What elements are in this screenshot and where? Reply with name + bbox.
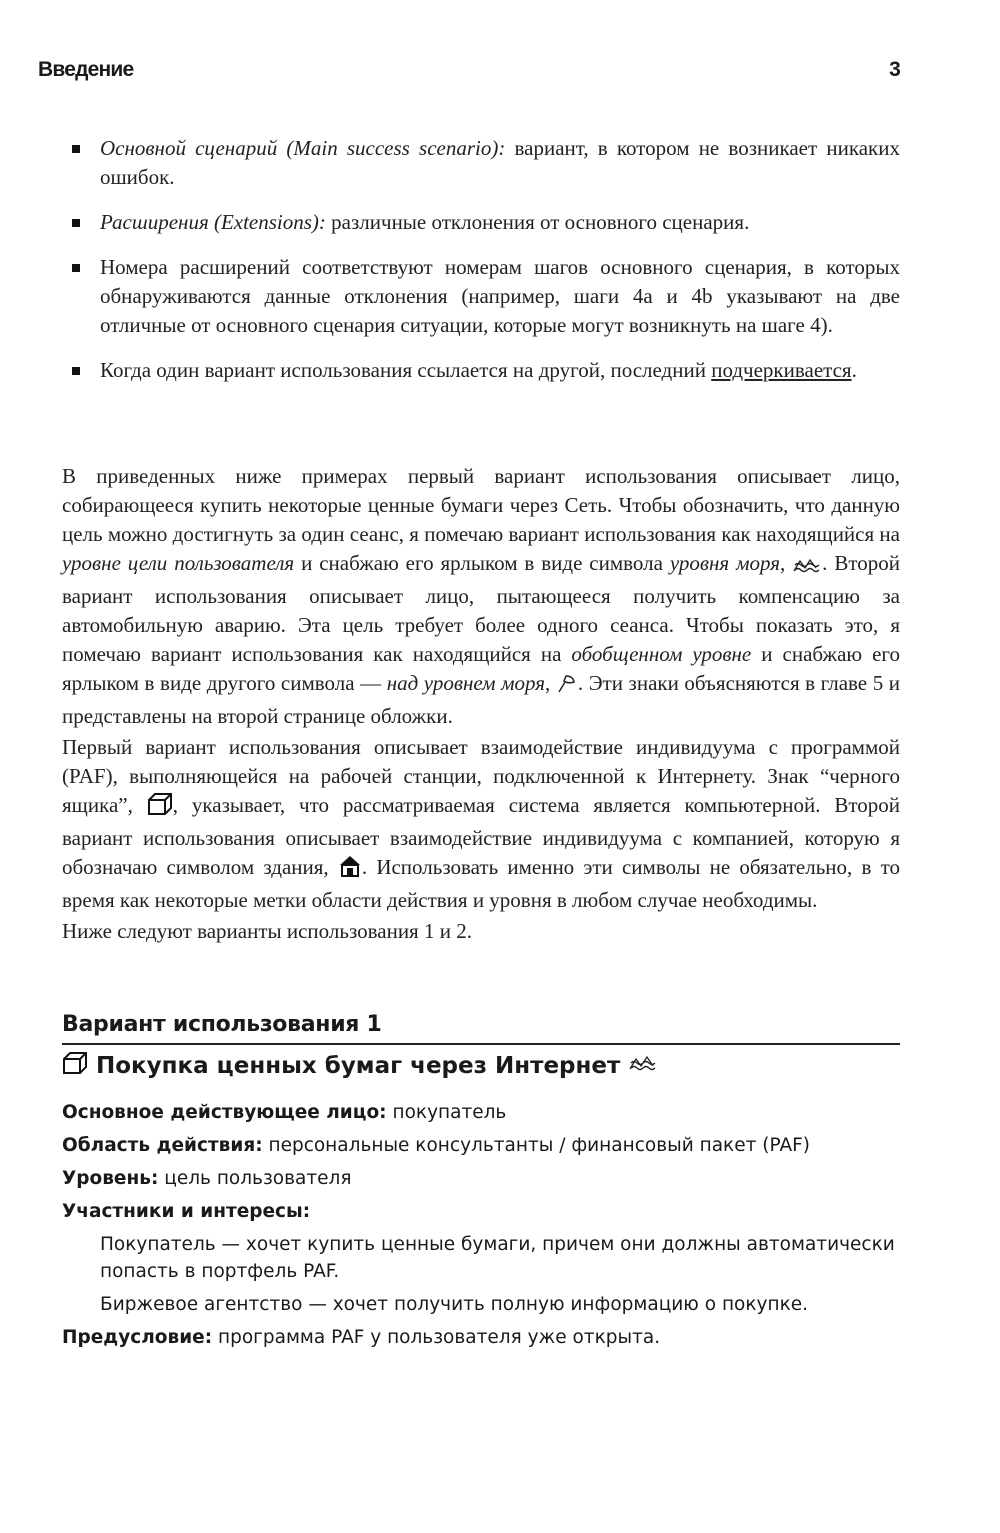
bullet-lead: Основной сценарий (Main success scenario): [100,136,506,160]
use-case-title-text: Покупка ценных бумаг через Интернет [96,1053,621,1079]
black-box-icon [147,792,173,824]
bullet-text: различные отклонения от основного сценария. [325,210,750,234]
field-label: Уровень: [62,1168,159,1189]
stakeholder-item: Покупатель — хочет купить ценные бумаги, причем они должны автоматически попасть в портфель PAF. [100,1234,895,1282]
bullet-tail: . [851,358,857,382]
bullet-text: вариант, в котором не возникает никаких ошибок. [100,136,900,189]
sea-level-icon [628,1053,660,1079]
divider [62,1043,900,1045]
field-precondition [62,1324,900,1351]
field-stakeholders [62,1198,900,1225]
bullet-icon [72,145,80,153]
use-case-title [62,1051,900,1081]
list-item [70,253,900,340]
field-label: Основное действующее лицо: [62,1102,387,1123]
body-text [62,462,900,948]
field-value: покупатель [386,1102,507,1123]
bullet-text: Номера расширений соответствуют номерам шагов основного сценария, в которых обнаруживаются данные отклонения (например, шаги 4a и 4b указывают на две отличные от основного сценария ситуации, которые могут возникнуть на шаге 4). [100,255,900,337]
field-label: Участники и интересы: [62,1201,311,1222]
text-run: . Использовать именно эти символы не обязательно, в то время как некоторые метки области действия и уровня в любом случае необходимы. [62,855,900,912]
field-scope [62,1132,900,1159]
bullet-lead: Расширения (Extensions): [100,210,326,234]
list-item [70,208,900,237]
field-level [62,1165,900,1192]
bullet-icon [72,219,80,227]
paragraph-levels: В приведенных ниже примерах первый вариант использования описывает лицо, собирающееся купить некоторые ценные бумаги через Сеть. Чтобы обозначить, что данную цель можно достигнуть за один сеанс, я помечаю вариант использования как находящийся на уровне цели пользователя и снабжаю его ярлыком в виде символа уровня моря, . Второй вариант использования описывает лицо, пытающееся получить компенсацию за автомобильную аварию. Эта цель требует более одного сеанса. Чтобы показать это, я помечаю вариант использования как находящийся на обобщенном уровне и снабжаю его ярлыком в виде другого символа — над уровнем моря, . Эти знаки объясняются в главе 5 и представлены на второй странице обложки. [62,464,900,728]
stakeholder-item: Биржевое агентство — хочет получить полную информацию о покупке. [100,1294,809,1315]
paragraph-intro: Ниже следуют варианты использования 1 и 2. [62,919,472,943]
text-run: В приведенных ниже примерах первый вариант использования описывает лицо, собирающееся купить некоторые ценные бумаги через Сеть. Чтобы обозначить, что данную цель можно достигнуть за один сеанс, я помечаю вариант использования как находящийся на [62,464,900,546]
section-title: Введение [38,58,134,81]
page-number: 3 [889,58,900,81]
field-primary-actor [62,1099,900,1126]
list-item [70,134,900,192]
list-item [70,356,900,385]
bullet-text: Когда один вариант использования ссылается на другой, последний [100,358,712,382]
text-run: уровне цели пользователя [62,551,295,575]
field-value: персональные консультанты / финансовый пакет (PAF) [262,1135,810,1156]
text-run: . Эти знаки объясняются в главе 5 и представлены на второй странице обложки. [62,671,900,728]
text-run: над уровнем моря [386,671,546,695]
text-run: обобщенном уровне [571,642,752,666]
building-icon [338,854,362,886]
sea-level-icon [792,553,822,582]
paragraph-symbols [62,733,900,915]
text-run: уровня моря [669,551,780,575]
text-run: и снабжаю его ярлыком в виде символа [294,551,670,575]
field-label: Область действия: [62,1135,263,1156]
bullet-icon [72,367,80,375]
field-value: программа PAF у пользователя уже открыта. [212,1327,661,1348]
text-run: и снабжаю его ярлыком в виде другого символа — [62,642,900,695]
bullet-icon [72,264,80,272]
field-label: Предусловие: [62,1327,213,1348]
black-box-icon [62,1051,88,1081]
use-case-block [62,1012,900,1357]
text-run: . Второй вариант использования описывает лицо, пытающееся получить компенсацию за автомобильную аварию. Эта цель требует более одного сеанса. Чтобы показать это, я помечаю вариант использования как находящийся на [62,551,900,666]
field-value: цель пользователя [158,1168,352,1189]
use-case-number: Вариант использования 1 [62,1012,382,1037]
text-run: Первый вариант использования описывает взаимодействие индивидуума с программой (PAF), выполняющейся на рабочей станции, подключенной к Интернету. Знак “черного ящика”, [62,735,900,817]
bullet-list [70,134,900,401]
text-run: , указывает, что рассматриваемая система является компьютерной. Второй вариант использования описывает взаимодействие индивидуума с компанией, которую я обозначаю символом здания, [62,793,900,879]
underlined-example: подчеркивается [711,358,852,382]
running-header [38,58,900,82]
kite-icon [556,673,578,702]
